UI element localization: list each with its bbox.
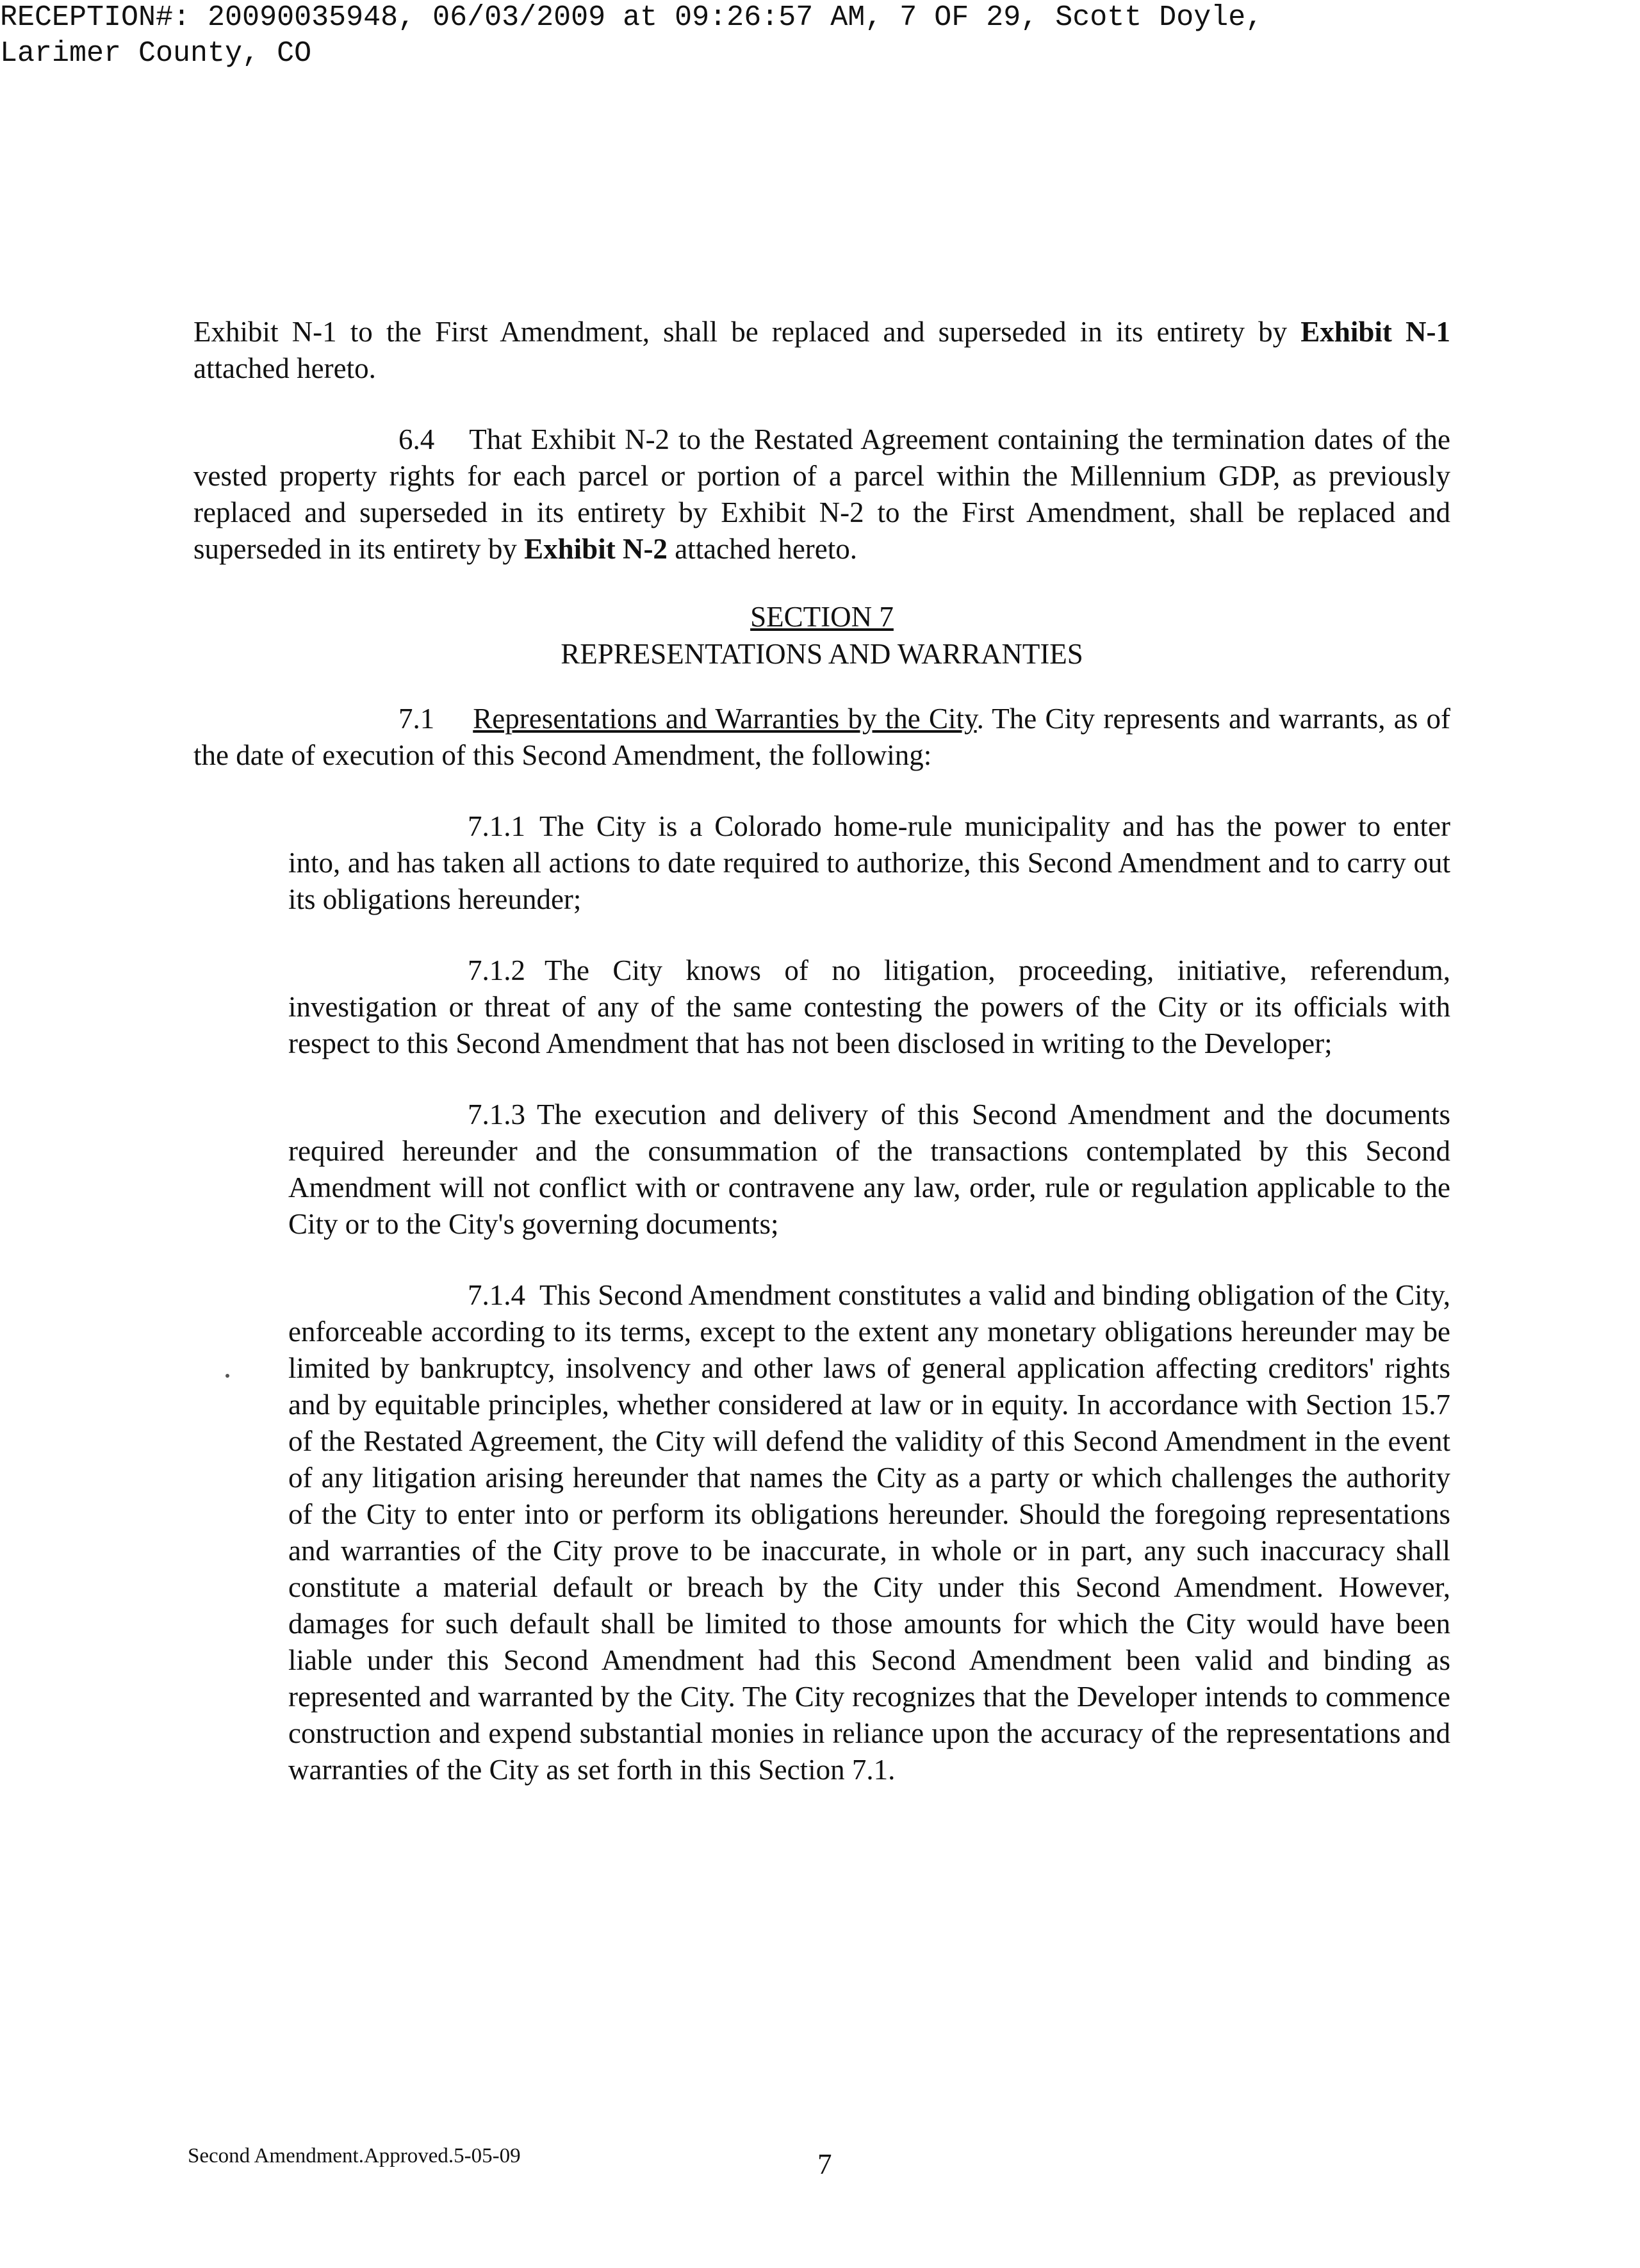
section-title: REPRESENTATIONS AND WARRANTIES [561, 638, 1083, 670]
stamp-line-1: RECEPTION#: 20090035948, 06/03/2009 at 09:26:57 AM, 7 OF 29, Scott Doyle, [0, 1, 1263, 34]
bold-exhibit-ref: Exhibit N-2 [524, 533, 668, 565]
paragraph-7-1-3 [193, 1097, 1450, 1243]
paragraph-text: attached hereto. [193, 352, 376, 384]
paragraph-exhibit-n1 [193, 314, 1450, 387]
paragraph-text: The City knows of no litigation, proceeding, initiative, referendum, investigation or threat of any of the same contesting the powers of the City or its officials with respect to this Second Amendment that has not been disclosed in writing to the Developer; [288, 954, 1450, 1059]
paragraph-7-1 [193, 701, 1450, 774]
paragraph-7-1-1 [193, 808, 1450, 918]
paragraph-7-1-4 [193, 1277, 1450, 1788]
paragraph-text: attached hereto. [667, 533, 858, 565]
footer-document-name: Second Amendment.Approved.5-05-09 [188, 2144, 521, 2167]
paragraph-number: 7.1.3 [468, 1098, 525, 1130]
paragraph-heading: Representations and Warranties by the City [473, 703, 977, 735]
paragraph-6-4 [193, 421, 1450, 567]
paragraph-text: This Second Amendment constitutes a valid and binding obligation of the City, enforceable according to its terms, except to the extent any monetary obligations hereunder may be limited by bankruptcy, insolvency and other laws of general application affecting creditors' rights and by equitable principles, whether considered at law or in equity. In accordance with Section 15.7 of the Restated Agreement, the City will defend the validity of this Second Amendment in the event of any litigation arising hereunder that names the City as a party or which challenges the authority of the City to enter into or perform its obligations hereunder. Should the foregoing representations and warranties of the City prove to be inaccurate, in whole or in part, any such inaccuracy shall constitute a material default or breach by the City under this Second Amendment. However, damages for such default shall be limited to those amounts for which the City would have been liable under this Second Amendment had this Second Amendment been valid and binding as represented and warranted by the City. The City recognizes that the Developer intends to commence construction and expend substantial monies in reliance upon the accuracy of the representations and warranties of the City as set forth in this Section 7.1. [288, 1279, 1450, 1786]
scan-speck [226, 1374, 229, 1378]
document-body [193, 314, 1450, 1788]
paragraph-text: . The City represents and warrants, as of the date of execution of this Second Amendment, the following: [193, 703, 1450, 771]
stamp-line-2: Larimer County, CO [0, 37, 312, 70]
paragraph-number: 7.1.4 [468, 1279, 525, 1311]
paragraph-number: 7.1 [398, 703, 435, 735]
paragraph-number: 7.1.2 [468, 954, 525, 986]
section-heading [193, 598, 1450, 673]
paragraph-text: That Exhibit N-2 to the Restated Agreement containing the termination dates of the vested property rights for each parcel or portion of a parcel within the Millennium GDP, as previously replaced and superseded in its entirety by Exhibit N-2 to the First Amendment, shall be replaced and superseded in its entirety by [193, 423, 1450, 565]
paragraph-number: 7.1.1 [468, 810, 525, 842]
paragraph-text: The City is a Colorado home-rule municipality and has the power to enter into, and has taken all actions to date required to authorize, this Second Amendment and to carry out its obligations hereunder; [288, 810, 1450, 915]
reception-stamp [0, 0, 1263, 72]
section-label: SECTION 7 [750, 601, 894, 633]
paragraph-7-1-2 [193, 952, 1450, 1062]
paragraph-number: 6.4 [398, 423, 435, 455]
paragraph-text: Exhibit N-1 to the First Amendment, shall be replaced and superseded in its entirety by [193, 316, 1301, 348]
paragraph-text: The execution and delivery of this Second Amendment and the documents required hereunder and the consummation of the transactions contemplated by this Second Amendment will not conflict with or contravene any law, order, rule or regulation applicable to the City or to the City's governing documents; [288, 1098, 1450, 1240]
bold-exhibit-ref: Exhibit N-1 [1300, 316, 1450, 348]
footer-page-number: 7 [817, 2148, 832, 2180]
